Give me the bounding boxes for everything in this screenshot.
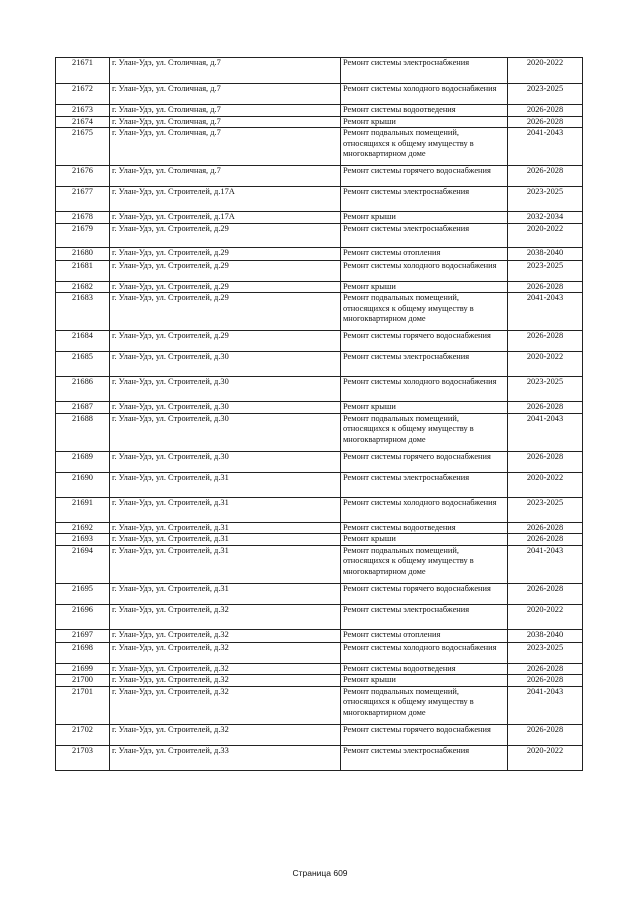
row-work-type: Ремонт подвальных помещений, относящихся к общему имуществу в многоквартирном доме: [341, 545, 508, 583]
row-number: 21697: [56, 629, 110, 642]
table-row: [56, 377, 583, 402]
table-row: [56, 331, 583, 352]
row-number: 21680: [56, 247, 110, 260]
page-footer: [0, 868, 640, 878]
row-period: 2020-2022: [508, 745, 583, 770]
table-row: [56, 84, 583, 105]
row-work-type: Ремонт системы электроснабжения: [341, 604, 508, 629]
table-row: [56, 451, 583, 472]
row-period: 2032-2034: [508, 212, 583, 224]
table-row: [56, 223, 583, 247]
row-period: 2026-2028: [508, 522, 583, 534]
table-row: [56, 642, 583, 663]
row-address: г. Улан-Удэ, ул. Строителей, д.30: [110, 451, 341, 472]
row-number: 21675: [56, 128, 110, 166]
row-period: 2026-2028: [508, 534, 583, 546]
row-period: 2026-2028: [508, 166, 583, 187]
row-period: 2041-2043: [508, 293, 583, 331]
table-body: [56, 58, 583, 771]
capital-repair-table: [55, 57, 583, 771]
row-address: г. Улан-Удэ, ул. Строителей, д.32: [110, 724, 341, 745]
row-work-type: Ремонт подвальных помещений, относящихся к общему имуществу в многоквартирном доме: [341, 128, 508, 166]
table-row: [56, 629, 583, 642]
row-period: 2041-2043: [508, 413, 583, 451]
row-number: 21685: [56, 352, 110, 377]
row-address: г. Улан-Удэ, ул. Строителей, д.31: [110, 522, 341, 534]
row-work-type: Ремонт системы электроснабжения: [341, 352, 508, 377]
row-number: 21671: [56, 58, 110, 84]
row-number: 21674: [56, 116, 110, 128]
row-work-type: Ремонт системы горячего водоснабжения: [341, 331, 508, 352]
row-address: г. Улан-Удэ, ул. Строителей, д.32: [110, 675, 341, 687]
row-period: 2041-2043: [508, 686, 583, 724]
row-number: 21682: [56, 281, 110, 293]
row-period: 2020-2022: [508, 604, 583, 629]
row-period: 2023-2025: [508, 187, 583, 212]
row-period: 2023-2025: [508, 497, 583, 522]
row-period: 2023-2025: [508, 84, 583, 105]
table-row: [56, 675, 583, 687]
row-work-type: Ремонт системы холодного водоснабжения: [341, 497, 508, 522]
row-number: 21692: [56, 522, 110, 534]
row-address: г. Улан-Удэ, ул. Строителей, д.31: [110, 534, 341, 546]
row-work-type: Ремонт системы горячего водоснабжения: [341, 451, 508, 472]
table-row: [56, 260, 583, 281]
row-number: 21690: [56, 472, 110, 497]
row-number: 21699: [56, 663, 110, 675]
row-work-type: Ремонт крыши: [341, 534, 508, 546]
row-address: г. Улан-Удэ, ул. Строителей, д.32: [110, 642, 341, 663]
row-period: 2026-2028: [508, 724, 583, 745]
table-row: [56, 187, 583, 212]
table-row: [56, 686, 583, 724]
page-number: Страница 609: [292, 868, 348, 878]
row-address: г. Улан-Удэ, ул. Строителей, д.30: [110, 352, 341, 377]
row-number: 21695: [56, 583, 110, 604]
row-number: 21696: [56, 604, 110, 629]
row-address: г. Улан-Удэ, ул. Столичная, д.7: [110, 116, 341, 128]
row-period: 2026-2028: [508, 675, 583, 687]
table-row: [56, 281, 583, 293]
row-period: 2026-2028: [508, 583, 583, 604]
row-address: г. Улан-Удэ, ул. Столичная, д.7: [110, 105, 341, 117]
row-number: 21684: [56, 331, 110, 352]
row-work-type: Ремонт подвальных помещений, относящихся к общему имуществу в многоквартирном доме: [341, 413, 508, 451]
row-number: 21691: [56, 497, 110, 522]
row-period: 2020-2022: [508, 472, 583, 497]
table-row: [56, 116, 583, 128]
row-address: г. Улан-Удэ, ул. Столичная, д.7: [110, 128, 341, 166]
row-work-type: Ремонт системы электроснабжения: [341, 187, 508, 212]
row-work-type: Ремонт системы отопления: [341, 629, 508, 642]
row-work-type: Ремонт системы водоотведения: [341, 105, 508, 117]
row-work-type: Ремонт подвальных помещений, относящихся к общему имуществу в многоквартирном доме: [341, 686, 508, 724]
row-period: 2026-2028: [508, 331, 583, 352]
row-address: г. Улан-Удэ, ул. Строителей, д.17А: [110, 187, 341, 212]
row-work-type: Ремонт системы холодного водоснабжения: [341, 642, 508, 663]
row-number: 21693: [56, 534, 110, 546]
row-work-type: Ремонт системы электроснабжения: [341, 472, 508, 497]
table-row: [56, 724, 583, 745]
row-address: г. Улан-Удэ, ул. Строителей, д.29: [110, 281, 341, 293]
row-address: г. Улан-Удэ, ул. Строителей, д.32: [110, 663, 341, 675]
row-address: г. Улан-Удэ, ул. Строителей, д.17А: [110, 212, 341, 224]
table-row: [56, 166, 583, 187]
row-work-type: Ремонт системы водоотведения: [341, 522, 508, 534]
row-address: г. Улан-Удэ, ул. Строителей, д.32: [110, 629, 341, 642]
row-number: 21702: [56, 724, 110, 745]
row-address: г. Улан-Удэ, ул. Строителей, д.29: [110, 260, 341, 281]
row-period: 2026-2028: [508, 402, 583, 414]
row-period: 2026-2028: [508, 451, 583, 472]
row-work-type: Ремонт системы водоотведения: [341, 663, 508, 675]
row-number: 21686: [56, 377, 110, 402]
row-work-type: Ремонт системы электроснабжения: [341, 58, 508, 84]
row-work-type: Ремонт системы горячего водоснабжения: [341, 724, 508, 745]
row-number: 21701: [56, 686, 110, 724]
table-row: [56, 545, 583, 583]
row-address: г. Улан-Удэ, ул. Строителей, д.29: [110, 293, 341, 331]
row-address: г. Улан-Удэ, ул. Строителей, д.31: [110, 545, 341, 583]
row-number: 21677: [56, 187, 110, 212]
row-number: 21688: [56, 413, 110, 451]
row-number: 21678: [56, 212, 110, 224]
row-number: 21694: [56, 545, 110, 583]
row-number: 21679: [56, 223, 110, 247]
table-row: [56, 352, 583, 377]
table-row: [56, 472, 583, 497]
row-work-type: Ремонт системы отопления: [341, 247, 508, 260]
row-address: г. Улан-Удэ, ул. Строителей, д.30: [110, 402, 341, 414]
row-work-type: Ремонт крыши: [341, 281, 508, 293]
table-row: [56, 413, 583, 451]
row-work-type: Ремонт крыши: [341, 675, 508, 687]
row-address: г. Улан-Удэ, ул. Строителей, д.29: [110, 223, 341, 247]
row-period: 2041-2043: [508, 128, 583, 166]
row-address: г. Улан-Удэ, ул. Строителей, д.31: [110, 497, 341, 522]
row-number: 21683: [56, 293, 110, 331]
table-row: [56, 604, 583, 629]
row-work-type: Ремонт системы электроснабжения: [341, 223, 508, 247]
table-row: [56, 583, 583, 604]
row-number: 21689: [56, 451, 110, 472]
row-period: 2023-2025: [508, 260, 583, 281]
table-row: [56, 522, 583, 534]
row-number: 21673: [56, 105, 110, 117]
row-number: 21687: [56, 402, 110, 414]
row-period: 2026-2028: [508, 281, 583, 293]
table-row: [56, 212, 583, 224]
row-period: 2020-2022: [508, 352, 583, 377]
row-number: 21698: [56, 642, 110, 663]
row-work-type: Ремонт системы холодного водоснабжения: [341, 260, 508, 281]
table-row: [56, 247, 583, 260]
row-address: г. Улан-Удэ, ул. Столичная, д.7: [110, 166, 341, 187]
row-work-type: Ремонт системы холодного водоснабжения: [341, 377, 508, 402]
table-row: [56, 745, 583, 770]
row-address: г. Улан-Удэ, ул. Строителей, д.32: [110, 686, 341, 724]
row-address: г. Улан-Удэ, ул. Строителей, д.32: [110, 604, 341, 629]
row-period: 2038-2040: [508, 629, 583, 642]
row-address: г. Улан-Удэ, ул. Строителей, д.30: [110, 377, 341, 402]
table-row: [56, 497, 583, 522]
row-period: 2020-2022: [508, 223, 583, 247]
row-period: 2026-2028: [508, 105, 583, 117]
row-work-type: Ремонт системы горячего водоснабжения: [341, 166, 508, 187]
row-address: г. Улан-Удэ, ул. Строителей, д.31: [110, 583, 341, 604]
row-work-type: Ремонт крыши: [341, 212, 508, 224]
row-address: г. Улан-Удэ, ул. Столичная, д.7: [110, 84, 341, 105]
row-work-type: Ремонт крыши: [341, 402, 508, 414]
row-work-type: Ремонт системы горячего водоснабжения: [341, 583, 508, 604]
row-address: г. Улан-Удэ, ул. Столичная, д.7: [110, 58, 341, 84]
row-work-type: Ремонт системы холодного водоснабжения: [341, 84, 508, 105]
row-work-type: Ремонт системы электроснабжения: [341, 745, 508, 770]
row-number: 21700: [56, 675, 110, 687]
row-number: 21703: [56, 745, 110, 770]
row-period: 2020-2022: [508, 58, 583, 84]
row-number: 21672: [56, 84, 110, 105]
table-row: [56, 293, 583, 331]
row-period: 2041-2043: [508, 545, 583, 583]
row-period: 2038-2040: [508, 247, 583, 260]
row-period: 2023-2025: [508, 377, 583, 402]
table-row: [56, 534, 583, 546]
row-address: г. Улан-Удэ, ул. Строителей, д.30: [110, 413, 341, 451]
row-work-type: Ремонт крыши: [341, 116, 508, 128]
row-number: 21676: [56, 166, 110, 187]
row-period: 2023-2025: [508, 642, 583, 663]
table-row: [56, 105, 583, 117]
table-row: [56, 58, 583, 84]
row-address: г. Улан-Удэ, ул. Строителей, д.31: [110, 472, 341, 497]
row-work-type: Ремонт подвальных помещений, относящихся к общему имуществу в многоквартирном доме: [341, 293, 508, 331]
row-address: г. Улан-Удэ, ул. Строителей, д.29: [110, 331, 341, 352]
row-address: г. Улан-Удэ, ул. Строителей, д.33: [110, 745, 341, 770]
table-row: [56, 402, 583, 414]
row-address: г. Улан-Удэ, ул. Строителей, д.29: [110, 247, 341, 260]
table-row: [56, 663, 583, 675]
table-row: [56, 128, 583, 166]
row-period: 2026-2028: [508, 663, 583, 675]
row-number: 21681: [56, 260, 110, 281]
row-period: 2026-2028: [508, 116, 583, 128]
